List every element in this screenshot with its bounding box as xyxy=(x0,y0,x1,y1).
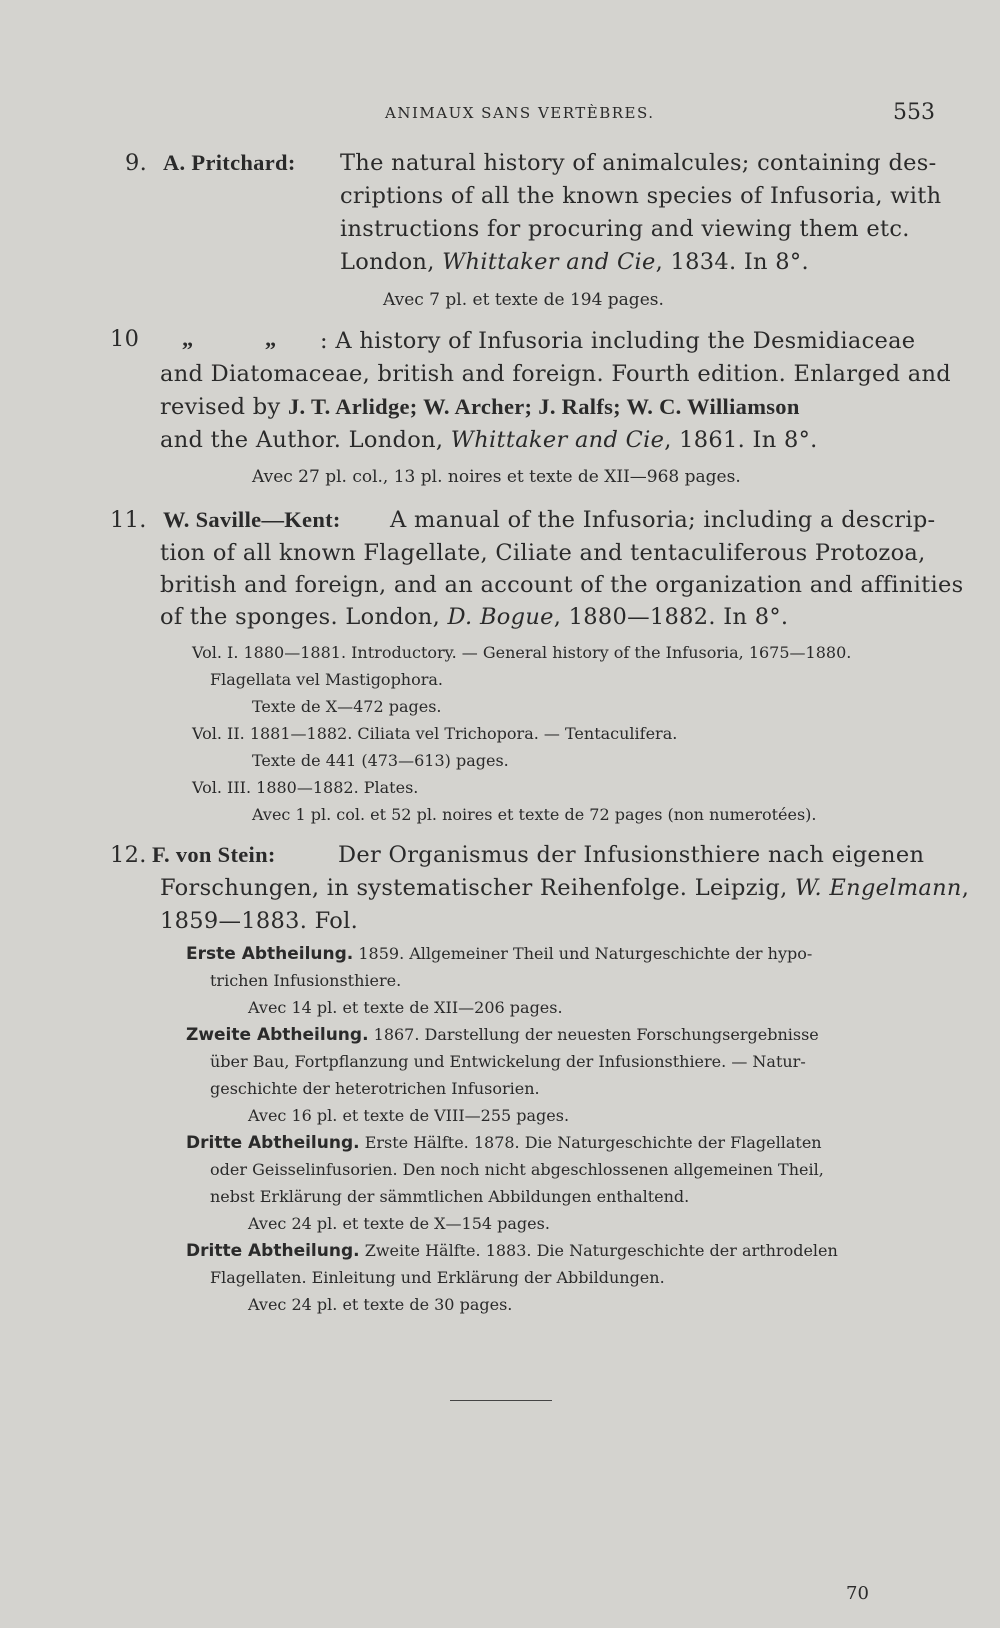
entry-number: 11. xyxy=(110,507,147,533)
part-line: trichen Infusionsthiere. xyxy=(210,971,402,990)
page-number: 553 xyxy=(893,100,935,125)
entry-line: instructions for procuring and viewing them etc. xyxy=(340,216,910,242)
entry-number: 10 xyxy=(110,326,140,352)
signature-mark: 70 xyxy=(846,1583,869,1604)
entry-line: 1859—1883. Fol. xyxy=(160,908,359,934)
publisher: D. Bogue xyxy=(447,604,554,630)
part-line: Erste Abtheilung. 1859. Allgemeiner Theil und Naturgeschichte der hypo- xyxy=(186,944,813,964)
co-authors: J. T. Arlidge; W. Archer; J. Ralfs; W. C. Williamson xyxy=(287,394,800,419)
entry-note: Avec 27 pl. col., 13 pl. noires et texte de XII—968 pages. xyxy=(252,467,741,487)
part-note: Avec 24 pl. et texte de 30 pages. xyxy=(248,1295,513,1314)
entry-line: Forschungen, in systematischer Reihenfolge. Leipzig, W. Engelmann, xyxy=(160,875,970,901)
volume-line: Vol. I. 1880—1881. Introductory. — General history of the Infusoria, 1675—1880. xyxy=(192,643,852,662)
entry-number: 9. xyxy=(125,150,148,176)
entry-author: F. von Stein: xyxy=(152,842,276,867)
part-heading: Dritte Abtheilung. xyxy=(186,1241,360,1261)
volume-line: Flagellata vel Mastigophora. xyxy=(210,670,444,689)
entry-line: and the Author. London, Whittaker and Cie, 1861. In 8°. xyxy=(160,427,818,453)
entry-line: criptions of all the known species of Infusoria, with xyxy=(340,183,942,209)
part-line: nebst Erklärung der sämmtlichen Abbildungen enthaltend. xyxy=(210,1187,690,1206)
volume-line: Texte de 441 (473—613) pages. xyxy=(252,751,509,770)
part-note: Avec 16 pl. et texte de VIII—255 pages. xyxy=(248,1106,570,1125)
part-line: Flagellaten. Einleitung und Erklärung der Abbildungen. xyxy=(210,1268,665,1287)
part-note: Avec 14 pl. et texte de XII—206 pages. xyxy=(248,998,563,1017)
part-line: über Bau, Fortpflanzung und Entwickelung der Infusionsthiere. — Natur- xyxy=(210,1052,806,1071)
part-note: Avec 24 pl. et texte de X—154 pages. xyxy=(248,1214,550,1233)
entry-line: : A history of Infusoria including the Desmidiaceae xyxy=(320,328,916,354)
entry-line: Der Organismus der Infusionsthiere nach eigenen xyxy=(338,842,925,868)
publisher: Whittaker and Cie xyxy=(450,427,665,453)
running-title: ANIMAUX SANS VERTÈBRES. xyxy=(385,104,655,122)
entry-note: Avec 7 pl. et texte de 194 pages. xyxy=(383,290,664,310)
part-heading: Erste Abtheilung. xyxy=(186,944,354,964)
entry-line: A manual of the Infusoria; including a descrip- xyxy=(390,507,936,533)
publisher: Whittaker and Cie xyxy=(442,249,656,275)
part-heading: Zweite Abtheilung. xyxy=(186,1025,369,1045)
entry-number: 12. xyxy=(110,842,147,868)
ditto-mark: „ xyxy=(182,326,194,351)
entry-line: and Diatomaceae, british and foreign. Fourth edition. Enlarged and xyxy=(160,361,951,387)
entry-line: of the sponges. London, D. Bogue, 1880—1882. In 8°. xyxy=(160,604,789,630)
volume-line: Vol. III. 1880—1882. Plates. xyxy=(192,778,419,797)
volume-line: Vol. II. 1881—1882. Ciliata vel Trichopora. — Tentaculifera. xyxy=(192,724,678,743)
part-line: Zweite Abtheilung. 1867. Darstellung der neuesten Forschungsergebnisse xyxy=(186,1025,819,1045)
volume-line: Avec 1 pl. col. et 52 pl. noires et texte de 72 pages (non numerotées). xyxy=(252,805,817,824)
part-line: Dritte Abtheilung. Zweite Hälfte. 1883. Die Naturgeschichte der arthrodelen xyxy=(186,1241,838,1261)
entry-line: London, Whittaker and Cie, 1834. In 8°. xyxy=(340,249,809,275)
entry-author: A. Pritchard: xyxy=(163,150,296,175)
entry-line: The natural history of animalcules; containing des- xyxy=(340,150,937,176)
publisher: W. Engelmann xyxy=(795,875,962,901)
entry-line: revised by J. T. Arlidge; W. Archer; J. Ralfs; W. C. Williamson xyxy=(160,394,800,420)
part-heading: Dritte Abtheilung. xyxy=(186,1133,360,1153)
part-line: geschichte der heterotrichen Infusorien. xyxy=(210,1079,540,1098)
entry-line: tion of all known Flagellate, Ciliate and tentaculiferous Protozoa, xyxy=(160,540,926,566)
closing-rule xyxy=(450,1400,552,1401)
volume-line: Texte de X—472 pages. xyxy=(252,697,442,716)
part-line: Dritte Abtheilung. Erste Hälfte. 1878. Die Naturgeschichte der Flagellaten xyxy=(186,1133,822,1153)
ditto-mark: „ xyxy=(265,326,277,351)
part-line: oder Geisselinfusorien. Den noch nicht abgeschlossenen allgemeinen Theil, xyxy=(210,1160,824,1179)
entry-author: W. Saville—Kent: xyxy=(163,507,341,532)
entry-line: british and foreign, and an account of the organization and affinities xyxy=(160,572,964,598)
